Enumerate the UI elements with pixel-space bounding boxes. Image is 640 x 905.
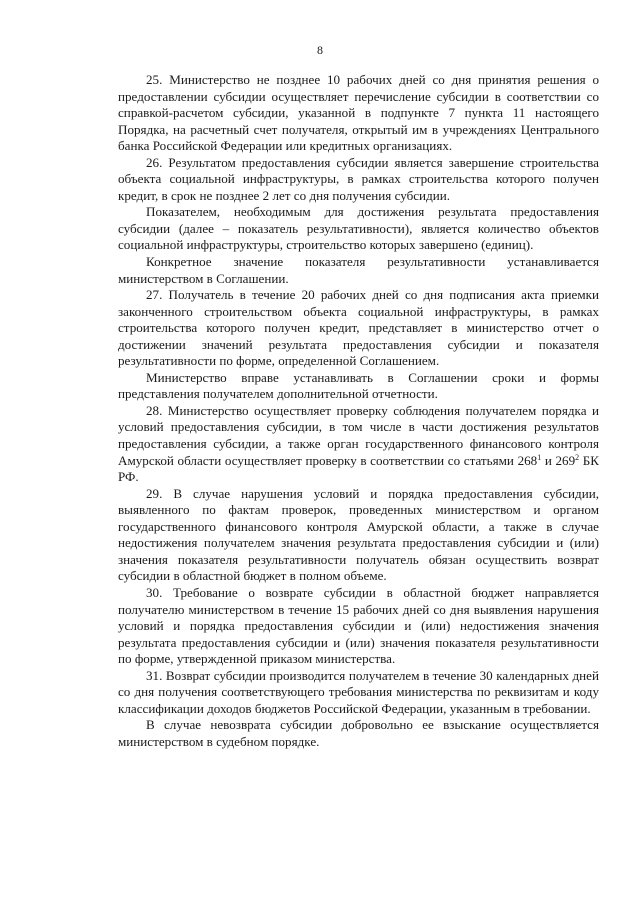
paragraph-30: 30. Требование о возврате субсидии в областной бюджет направляется получателю министерством в течение 15 рабочих дней со дня выявления нарушения условий и порядка предоставления субсидии и (или) недостижения значения результата предоставления субсидии и (или) значения показателя результативности по форме, утвержденной приказом министерства.: [118, 584, 599, 667]
paragraph-28: [118, 403, 599, 486]
paragraph-indicator-value: Конкретное значение показателя результативности устанавливается министерством в Соглашении.: [118, 254, 599, 286]
article-superscript-2: 2: [575, 452, 580, 462]
article-superscript-1: 1: [537, 452, 542, 462]
paragraph-27: 27. Получатель в течение 20 рабочих дней со дня подписания акта приемки законченного строительством объекта социальной инфраструктуры, в рамках строительства которого получен кредит, представляет в министерство отчет о достижении значений результата предоставления субсидии и показателя результативности по форме, определенной Соглашением.: [118, 287, 599, 369]
paragraph-29: 29. В случае нарушения условий и порядка предоставления субсидии, выявленного по фактам проверок, проведенных министерством и органом государственного финансового контроля Амурской области, а также в случае недостижения получателем значения результата предоставления субсидии и (или) значения показателя результативности получатель обязан осуществить возврат субсидии в областной бюджет в полном объеме.: [118, 485, 599, 584]
paragraph-28-end: БК РФ.: [118, 452, 600, 485]
paragraph-26: 26. Результатом предоставления субсидии является завершение строительства объекта социальной инфраструктуры, в рамках строительства которого получен кредит, в срок не позднее 2 лет со дня получения субсидии.: [118, 154, 599, 203]
paragraph-31: 31. Возврат субсидии производится получателем в течение 30 календарных дней со дня получения соответствующего требования министерства по реквизитам и коду классификации доходов бюджетов Российской Федерации, указанным в требовании.: [118, 667, 599, 716]
paragraph-court-recovery: В случае невозврата субсидии добровольно ее взыскание осуществляется министерством в судебном порядке.: [118, 717, 599, 749]
paragraph-additional-reporting: Министерство вправе устанавливать в Соглашении сроки и формы представления получателем дополнительной отчетности.: [118, 369, 599, 402]
paragraph-25: 25. Министерство не позднее 10 рабочих дней со дня принятия решения о предоставлении субсидии осуществляет перечисление субсидии в соответствии со справкой-расчетом субсидии, указанной в подпункте 7 пункта 11 настоящего Порядка, на расчетный счет получателя, открытый им в учреждениях Центрального банка Российской Федерации или кредитных организациях.: [118, 72, 599, 154]
paragraph-result-indicator: Показателем, необходимым для достижения результата предоставления субсидии (далее – показатель результативности), является количество объектов социальной инфраструктуры, строительство которых завершено (единиц).: [118, 204, 599, 253]
paragraph-28-text: 28. Министерство осуществляет проверку соблюдения получателем порядка и условий предоставления субсидии, в том числе в части достижения результатов предоставления субсидии, а также орган государственного финансового контроля Амурской области осуществляет проверку в соответствии со статьями 268: [118, 402, 599, 468]
page-number: 8: [317, 43, 323, 57]
document-body: [118, 72, 599, 750]
paragraph-28-mid: и 269: [541, 452, 576, 468]
